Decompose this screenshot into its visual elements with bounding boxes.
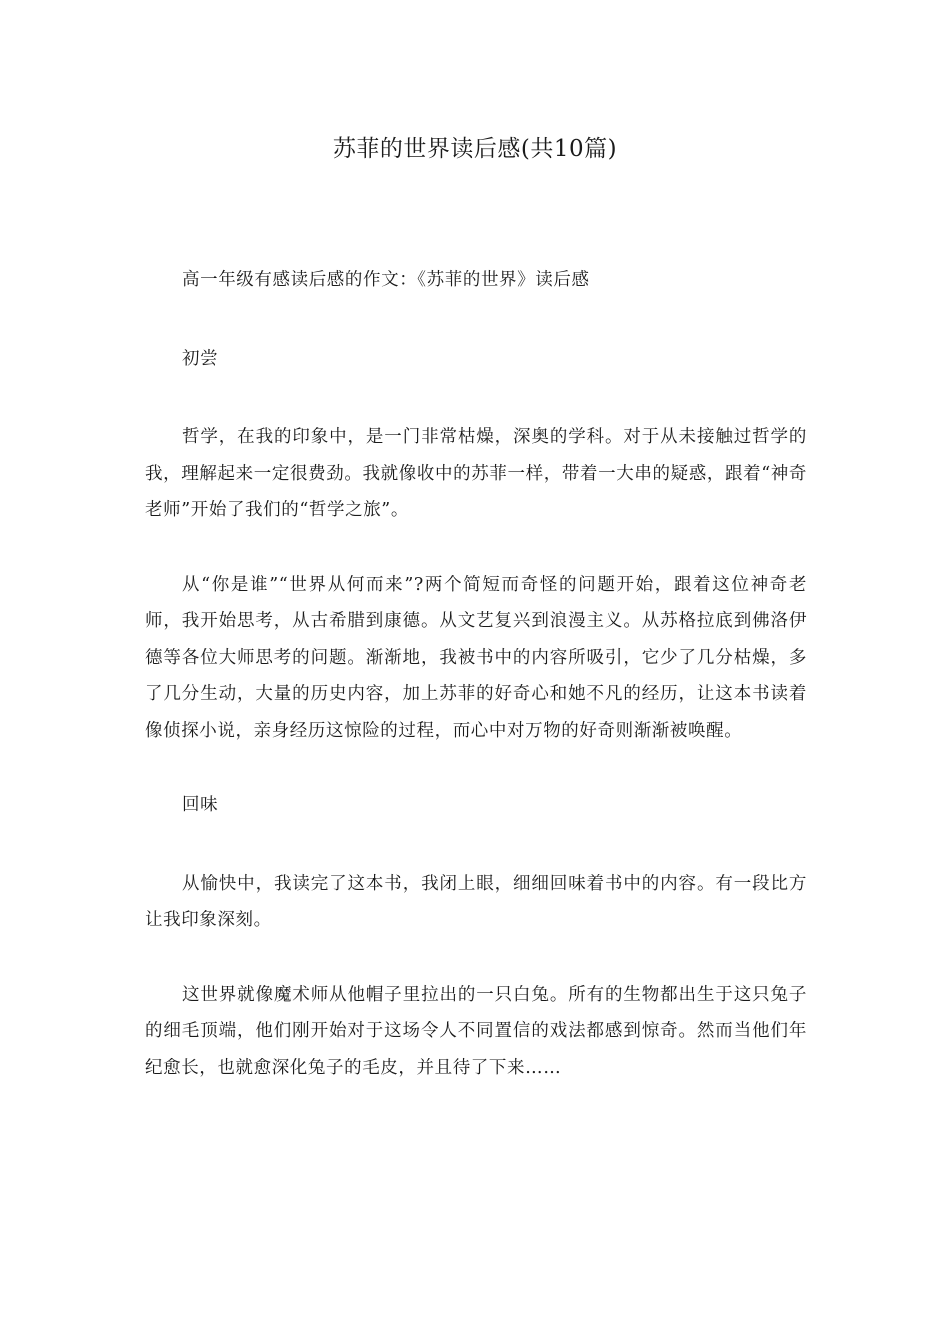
section-heading-reflection: 回味 (182, 795, 219, 815)
paragraph: 从愉快中，我读完了这本书，我闭上眼，细细回味着书中的内容。有一段比方让我印象深刻。 (145, 873, 807, 930)
paragraph: 从“你是谁”“世界从何而来”?两个简短而奇怪的问题开始，跟着这位神奇老师，我开始思考，从古希腊到康德。从文艺复兴到浪漫主义。从苏格拉底到佛洛伊德等各位大师思考的问题。渐渐地，我被书中的内容所吸引，它少了几分枯燥，多了几分生动，大量的历史内容，加上苏菲的好奇心和她不凡的经历，让这本书读着像侦探小说，亲身经历这惊险的过程，而心中对万物的好奇则渐渐被唤醒。 (145, 574, 807, 741)
document-body (145, 262, 807, 1124)
document-title: 苏菲的世界读后感(共10篇) (332, 136, 618, 162)
section-heading-first-taste: 初尝 (182, 348, 219, 369)
paragraph-subtitle: 高一年级有感读后感的作文：《苏菲的世界》读后感 (182, 270, 590, 290)
paragraph: 哲学，在我的印象中，是一门非常枯燥，深奥的学科。对于从未接触过哲学的我，理解起来一定很费劲。我就像收中的苏菲一样，带着一大串的疑惑，跟着“神奇老师”开始了我们的“哲学之旅”。 (145, 427, 807, 520)
paragraph: 这世界就像魔术师从他帽子里拉出的一只白兔。所有的生物都出生于这只兔子的细毛顶端，他们刚开始对于这场令人不同置信的戏法都感到惊奇。然而当他们年纪愈长，也就愈深化兔子的毛皮，并且待了下来…… (145, 984, 807, 1078)
